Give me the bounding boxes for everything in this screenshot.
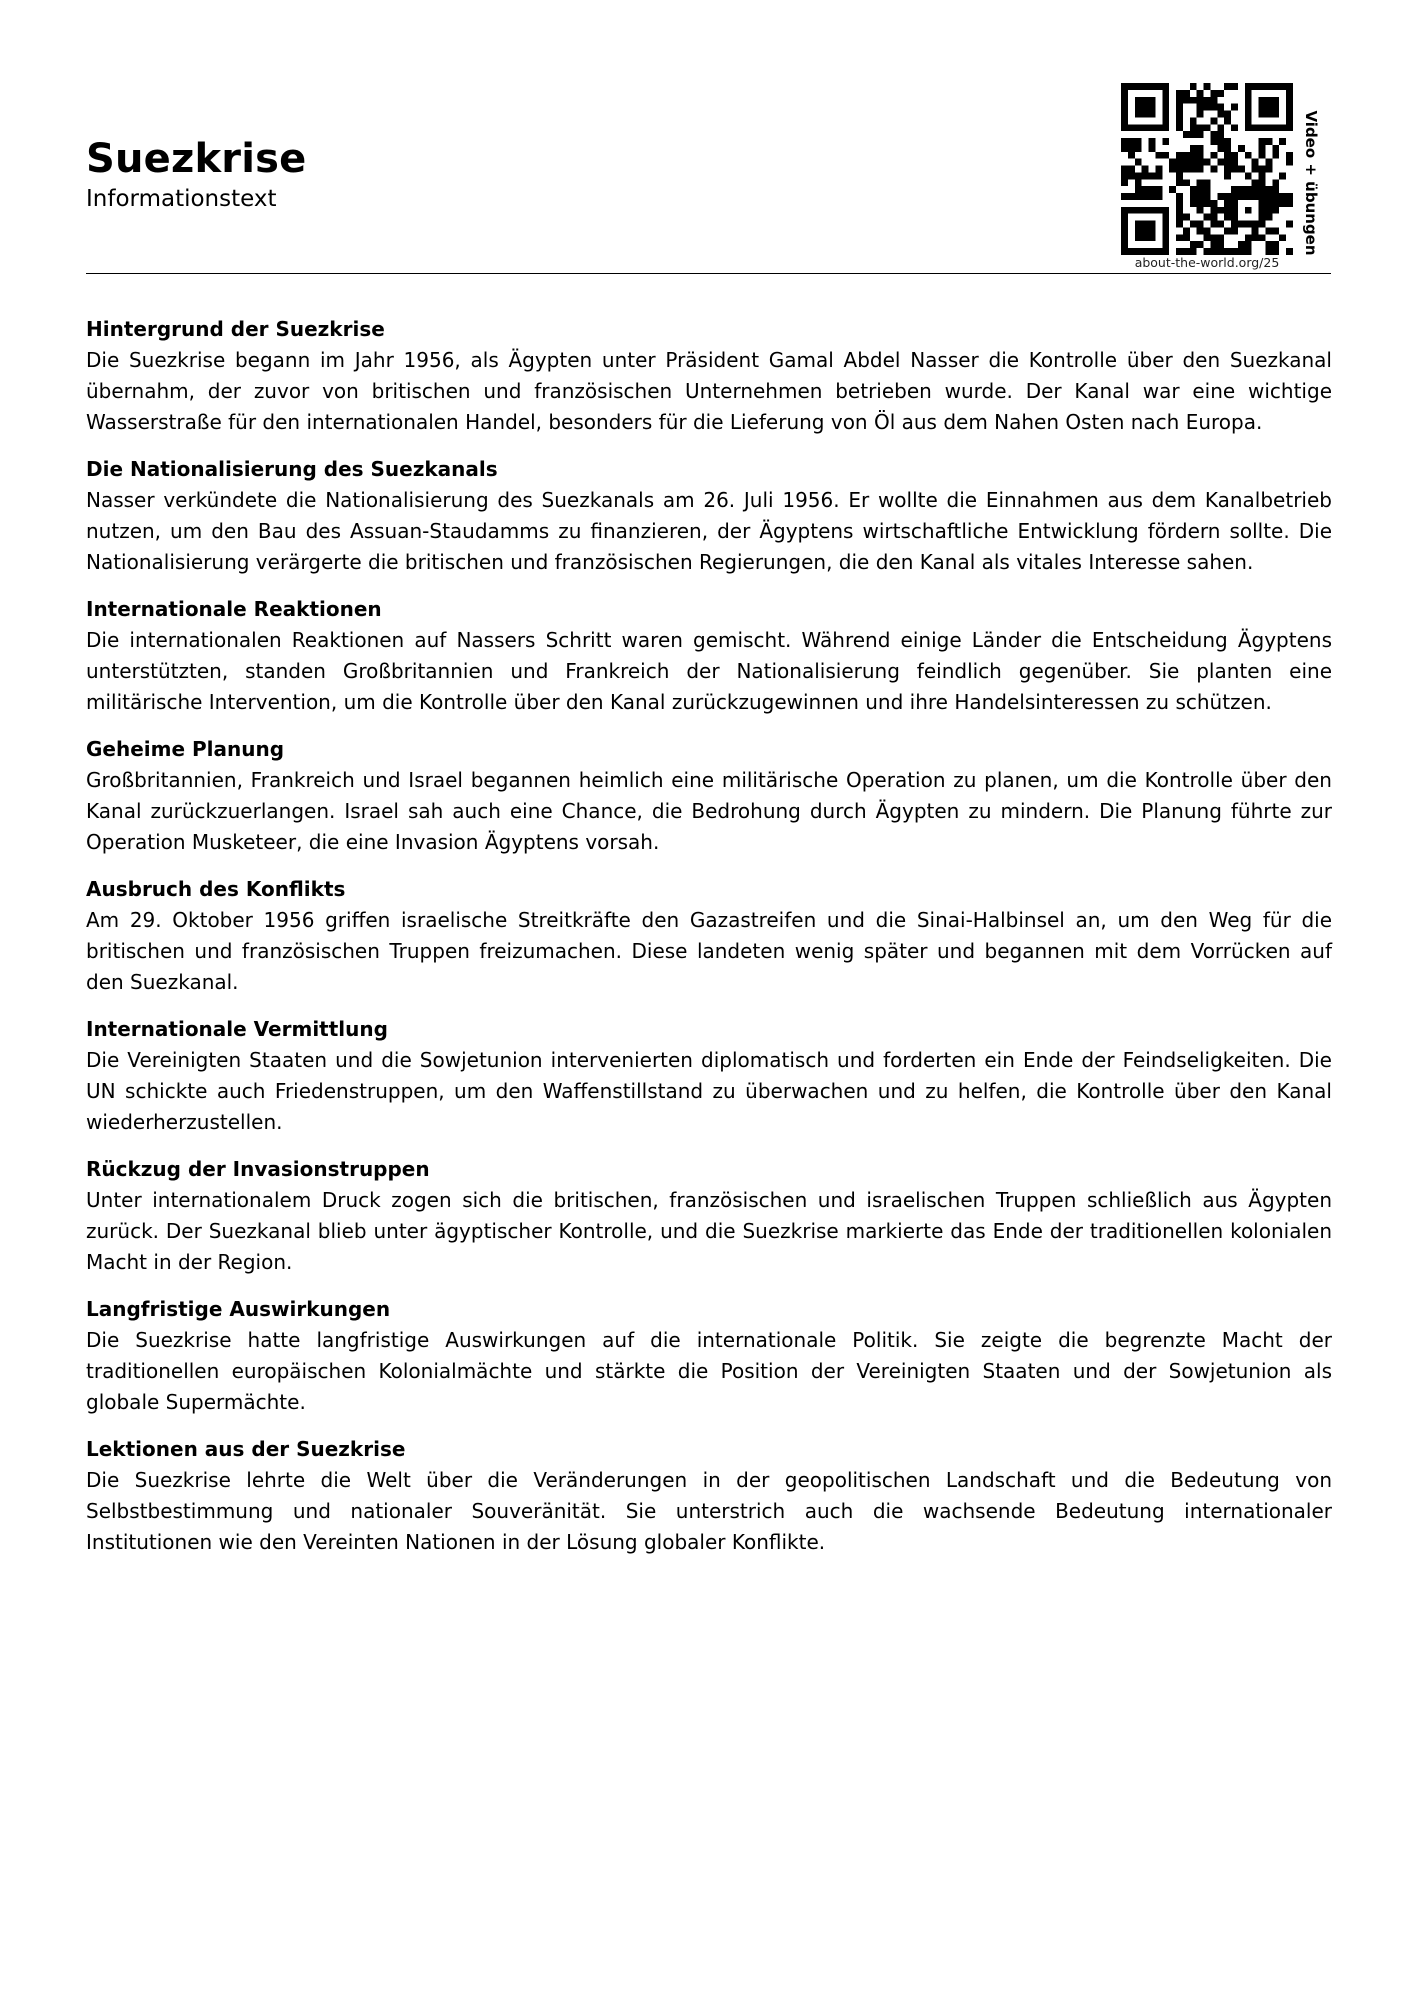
section-heading: Langfristige Auswirkungen [86,1297,391,1321]
header-divider [86,273,1331,274]
main-content [86,314,1332,1574]
section [86,594,1332,718]
section-heading: Ausbruch des Konflikts [86,877,346,901]
section-text: Die Suezkrise lehrte die Welt über die Veränderungen in der geopolitischen Landschaft und die Bedeutung von Selbstbestimmung und nationaler Souveränität. Sie unterstrich auch die wachsende Bedeutung internationaler Institutionen wie den Vereinten Nationen in der Lösung globaler Konflikte. [86,1468,1332,1554]
section-heading: Internationale Reaktionen [86,597,382,621]
section [86,1154,1332,1278]
side-label-text: Video + übungen [1302,110,1320,256]
section-heading: Lektionen aus der Suezkrise [86,1437,406,1461]
section-heading: Rückzug der Invasionstruppen [86,1157,430,1181]
section [86,1014,1332,1138]
section-text: Die Suezkrise begann im Jahr 1956, als Ägypten unter Präsident Gamal Abdel Nasser die Kontrolle über den Suezkanal übernahm, der zuvor von britischen und französischen Unternehmen betrieben wurde. Der Kanal war eine wichtige Wasserstraße für den internationalen Handel, besonders für die Lieferung von Öl aus dem Nahen Osten nach Europa. [86,348,1332,434]
section-heading: Geheime Planung [86,737,285,761]
video-exercises-label [1295,108,1327,258]
section-heading: Die Nationalisierung des Suezkanals [86,457,498,481]
section [86,454,1332,578]
section-text: Nasser verkündete die Nationalisierung des Suezkanals am 26. Juli 1956. Er wollte die Einnahmen aus dem Kanalbetrieb nutzen, um den Bau des Assuan-Staudamms zu finanzieren, der Ägyptens wirtschaftliche Entwicklung fördern sollte. Die Nationalisierung verärgerte die britischen und französischen Regierungen, die den Kanal als vitales Interesse sahen. [86,488,1332,574]
section-text: Großbritannien, Frankreich und Israel begannen heimlich eine militärische Operation zu planen, um die Kontrolle über den Kanal zurückzuerlangen. Israel sah auch eine Chance, die Bedrohung durch Ägypten zu mindern. Die Planung führte zur Operation Musketeer, die eine Invasion Ägyptens vorsah. [86,768,1332,854]
qr-code-icon[interactable] [1121,83,1293,255]
qr-caption-link[interactable]: about-the-world.org/25 [1134,255,1280,270]
section-text: Die internationalen Reaktionen auf Nassers Schritt waren gemischt. Während einige Länder die Entscheidung Ägyptens unterstützten, standen Großbritannien und Frankreich der Nationalisierung feindlich gegenüber. Sie planten eine militärische Intervention, um die Kontrolle über den Kanal zurückzugewinnen und ihre Handelsinteressen zu schützen. [86,628,1332,714]
section [86,874,1332,998]
section-text: Am 29. Oktober 1956 griffen israelische Streitkräfte den Gazastreifen und die Sinai-Halbinsel an, um den Weg für die britischen und französischen Truppen freizumachen. Diese landeten wenig später und begannen mit dem Vorrücken auf den Suezkanal. [86,908,1332,994]
page-subtitle: Informationstext [86,186,277,212]
section [86,734,1332,858]
section-text: Die Vereinigten Staaten und die Sowjetunion intervenierten diplomatisch und forderten ein Ende der Feindseligkeiten. Die UN schickte auch Friedenstruppen, um den Waffenstillstand zu überwachen und zu helfen, die Kontrolle über den Kanal wiederherzustellen. [86,1048,1332,1134]
section [86,314,1332,438]
section [86,1294,1332,1418]
document-header [86,136,306,214]
section [86,1434,1332,1558]
section-text: Unter internationalem Druck zogen sich die britischen, französischen und israelischen Truppen schließlich aus Ägypten zurück. Der Suezkanal blieb unter ägyptischer Kontrolle, und die Suezkrise markierte das Ende der traditionellen kolonialen Macht in der Region. [86,1188,1332,1274]
section-heading: Hintergrund der Suezkrise [86,317,385,341]
section-heading: Internationale Vermittlung [86,1017,388,1041]
section-text: Die Suezkrise hatte langfristige Auswirkungen auf die internationale Politik. Sie zeigte die begrenzte Macht der traditionellen europäischen Kolonialmächte und stärkte die Position der Vereinigten Staaten und der Sowjetunion als globale Supermächte. [86,1328,1332,1414]
page-title: Suezkrise [86,136,307,182]
